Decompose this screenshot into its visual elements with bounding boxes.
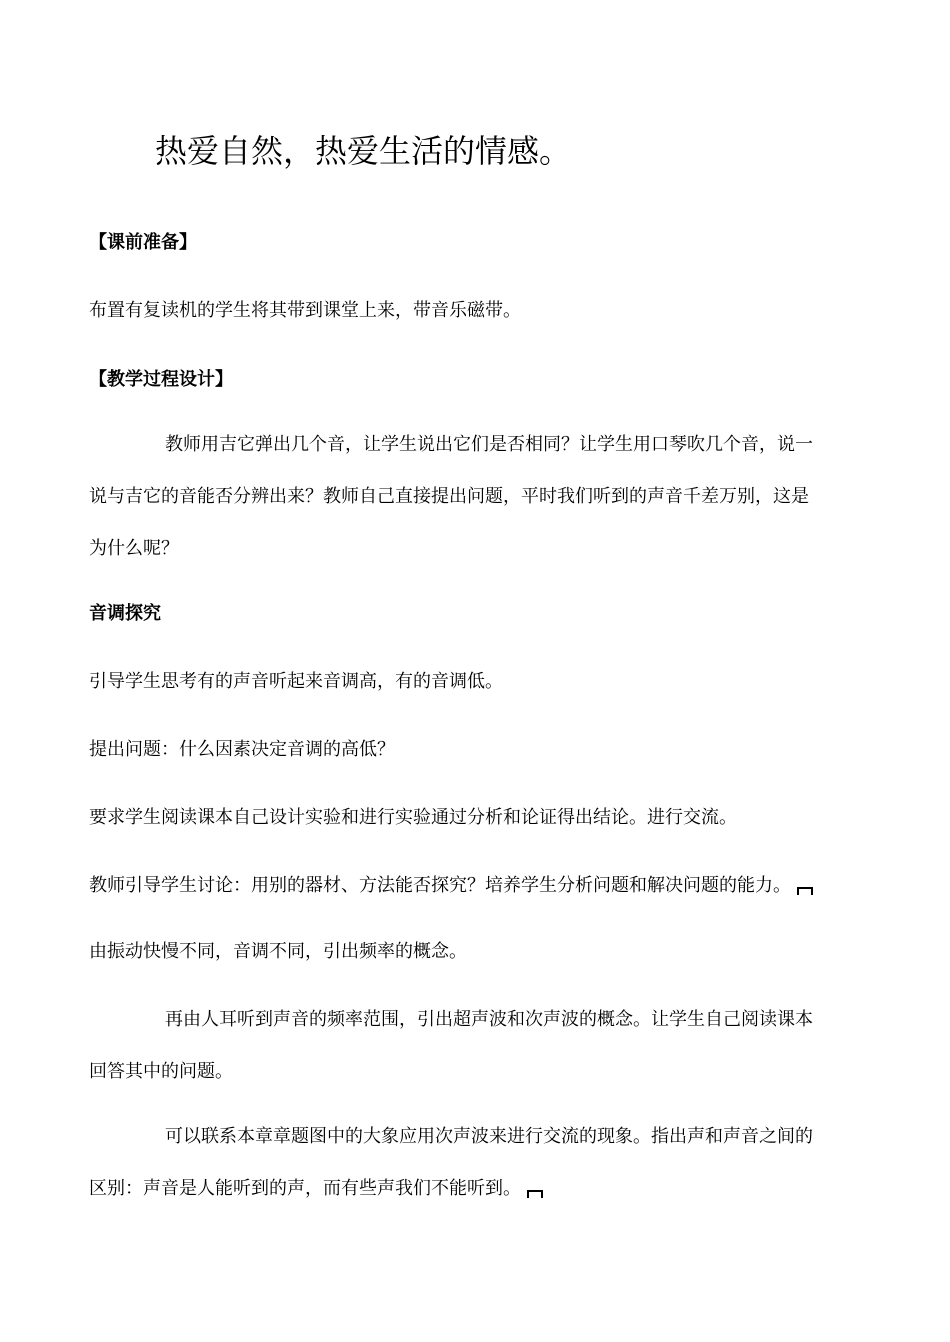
frequency-paragraph xyxy=(89,1007,854,1085)
title-line: 热爱自然，热爱生活的情感。 xyxy=(155,132,572,170)
frequency-line-1: 再由人耳听到声音的频率范围，引出超声波和次声波的概念。让学生自己阅读课本 xyxy=(165,1009,813,1030)
bracket-mark-icon xyxy=(797,887,813,895)
bracket-mark-icon xyxy=(527,1190,543,1198)
section-heading-prep: 【课前准备】 xyxy=(89,232,197,253)
pitch-line-1: 引导学生思考有的声音听起来音调高，有的音调低。 xyxy=(89,671,503,692)
section-heading-process: 【教学过程设计】 xyxy=(89,369,233,390)
elephant-line-2-wrap xyxy=(89,1176,854,1202)
intro-line-1: 教师用吉它弹出几个音，让学生说出它们是否相同？让学生用口琴吹几个音，说一 xyxy=(165,434,813,455)
intro-line-2: 说与吉它的音能否分辨出来？教师自己直接提出问题，平时我们听到的声音千差万别，这是 xyxy=(89,486,809,507)
elephant-paragraph xyxy=(89,1124,854,1202)
pitch-line-4-wrap xyxy=(89,873,854,899)
prep-text: 布置有复读机的学生将其带到课堂上来，带音乐磁带。 xyxy=(89,300,521,321)
frequency-line-2: 回答其中的问题。 xyxy=(89,1061,233,1082)
pitch-line-4: 教师引导学生讨论：用别的器材、方法能否探究？培养学生分析问题和解决问题的能力。 xyxy=(89,875,791,896)
elephant-line-2: 区别：声音是人能听到的声，而有些声我们不能听到。 xyxy=(89,1178,521,1199)
section-heading-pitch: 音调探究 xyxy=(89,603,161,624)
pitch-line-5: 由振动快慢不同，音调不同，引出频率的概念。 xyxy=(89,941,467,962)
intro-line-3: 为什么呢？ xyxy=(89,538,179,559)
pitch-line-2: 提出问题：什么因素决定音调的高低？ xyxy=(89,739,395,760)
pitch-line-3: 要求学生阅读课本自己设计实验和进行实验通过分析和论证得出结论。进行交流。 xyxy=(89,807,737,828)
elephant-line-1: 可以联系本章章题图中的大象应用次声波来进行交流的现象。指出声和声音之间的 xyxy=(165,1126,813,1147)
intro-paragraph xyxy=(89,432,854,562)
